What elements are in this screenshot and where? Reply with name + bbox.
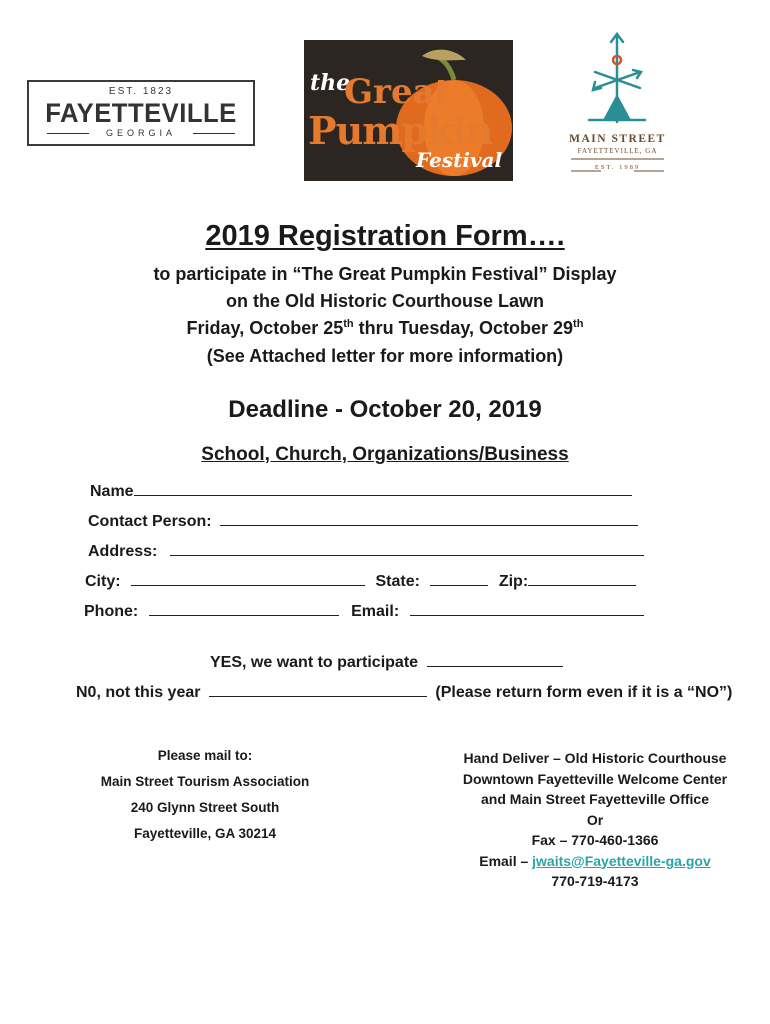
deadline: Deadline - October 20, 2019 [228, 396, 542, 423]
contact-field[interactable] [220, 510, 638, 526]
main-street-logo [565, 32, 670, 178]
intro-line-2: on the Old Historic Courthouse Lawn [225, 291, 544, 311]
city-field[interactable] [131, 570, 365, 586]
logo-est: EST. 1823 [108, 86, 174, 97]
deliver-email-row [430, 851, 760, 872]
main-street-title: MAIN STREET [569, 133, 666, 145]
phone-row [84, 600, 644, 621]
zip-label: Zip: [498, 573, 529, 590]
deliver-line-2: Downtown Fayetteville Welcome Center [462, 770, 728, 787]
pumpkin-logo-the: the [310, 70, 351, 96]
email-label: Email: [351, 603, 400, 620]
deliver-or: Or [586, 811, 604, 828]
deliver-email-label: Email – [479, 852, 533, 869]
logo-divider-right [193, 133, 235, 134]
deliver-fax: Fax – 770-460-1366 [531, 832, 659, 848]
city-row [85, 570, 636, 591]
contact-label: Contact Person: [88, 513, 212, 530]
intro-line-1: to participate in “The Great Pumpkin Festival” Display [153, 264, 617, 284]
name-label: Name [90, 483, 134, 500]
mail-org: Main Street Tourism Association [100, 774, 310, 789]
name-field[interactable] [134, 480, 632, 496]
no-field[interactable] [209, 681, 427, 697]
address-label: Address: [88, 543, 158, 560]
no-note: (Please return form even if it is a “NO”) [435, 684, 733, 701]
no-row [76, 681, 732, 702]
phone-field[interactable] [149, 600, 339, 616]
intro-line-4: (See Attached letter for more information) [206, 346, 564, 366]
deliver-phone: 770-719-4173 [551, 873, 639, 889]
date-start: Friday, October 25 [186, 318, 344, 338]
intro-line-3 [0, 318, 770, 339]
deliver-line-3: and Main Street Fayetteville Office [481, 791, 709, 807]
mail-city: Fayetteville, GA 30214 [133, 826, 277, 841]
address-row [88, 540, 644, 561]
name-row [90, 480, 632, 501]
category-heading: School, Church, Organizations/Business [201, 444, 569, 465]
yes-field[interactable] [427, 651, 563, 667]
main-street-subtitle: FAYETTEVILLE, GA [577, 147, 658, 155]
hand-deliver-block [430, 748, 760, 892]
zip-field[interactable] [528, 570, 636, 586]
date-end: thru Tuesday, October 29 [353, 318, 574, 338]
state-field[interactable] [430, 570, 488, 586]
email-link[interactable]: jwaits@Fayetteville-ga.gov [532, 852, 711, 869]
logo-city-name: FAYETTEVILLE [45, 98, 237, 128]
date-end-suffix: th [573, 318, 584, 330]
deliver-line-1: Hand Deliver – Old Historic Courthouse [463, 750, 727, 766]
form-title: 2019 Registration Form…. [205, 220, 565, 252]
phone-label: Phone: [84, 603, 139, 620]
pumpkin-logo-pumpkin: Pumpkin [308, 108, 493, 153]
no-label: N0, not this year [76, 684, 201, 701]
weathervane-icon [565, 32, 670, 178]
email-field[interactable] [410, 600, 644, 616]
pumpkin-logo-festival: Festival [416, 148, 503, 172]
date-start-suffix: th [343, 318, 354, 330]
mail-to-block [60, 743, 350, 847]
state-label: State: [375, 573, 420, 590]
city-label: City: [85, 573, 121, 590]
main-street-est: EST. 1989 [594, 164, 641, 171]
fayetteville-logo [27, 80, 255, 146]
address-field[interactable] [170, 540, 644, 556]
mail-street: 240 Glynn Street South [130, 800, 280, 815]
contact-row [88, 510, 638, 531]
yes-row [210, 651, 563, 672]
pumpkin-festival-logo [304, 40, 513, 181]
yes-label: YES, we want to participate [210, 654, 419, 671]
pumpkin-logo-great: Great [344, 72, 451, 112]
mail-heading: Please mail to: [157, 748, 253, 763]
logo-state: GEORGIA [105, 128, 176, 138]
